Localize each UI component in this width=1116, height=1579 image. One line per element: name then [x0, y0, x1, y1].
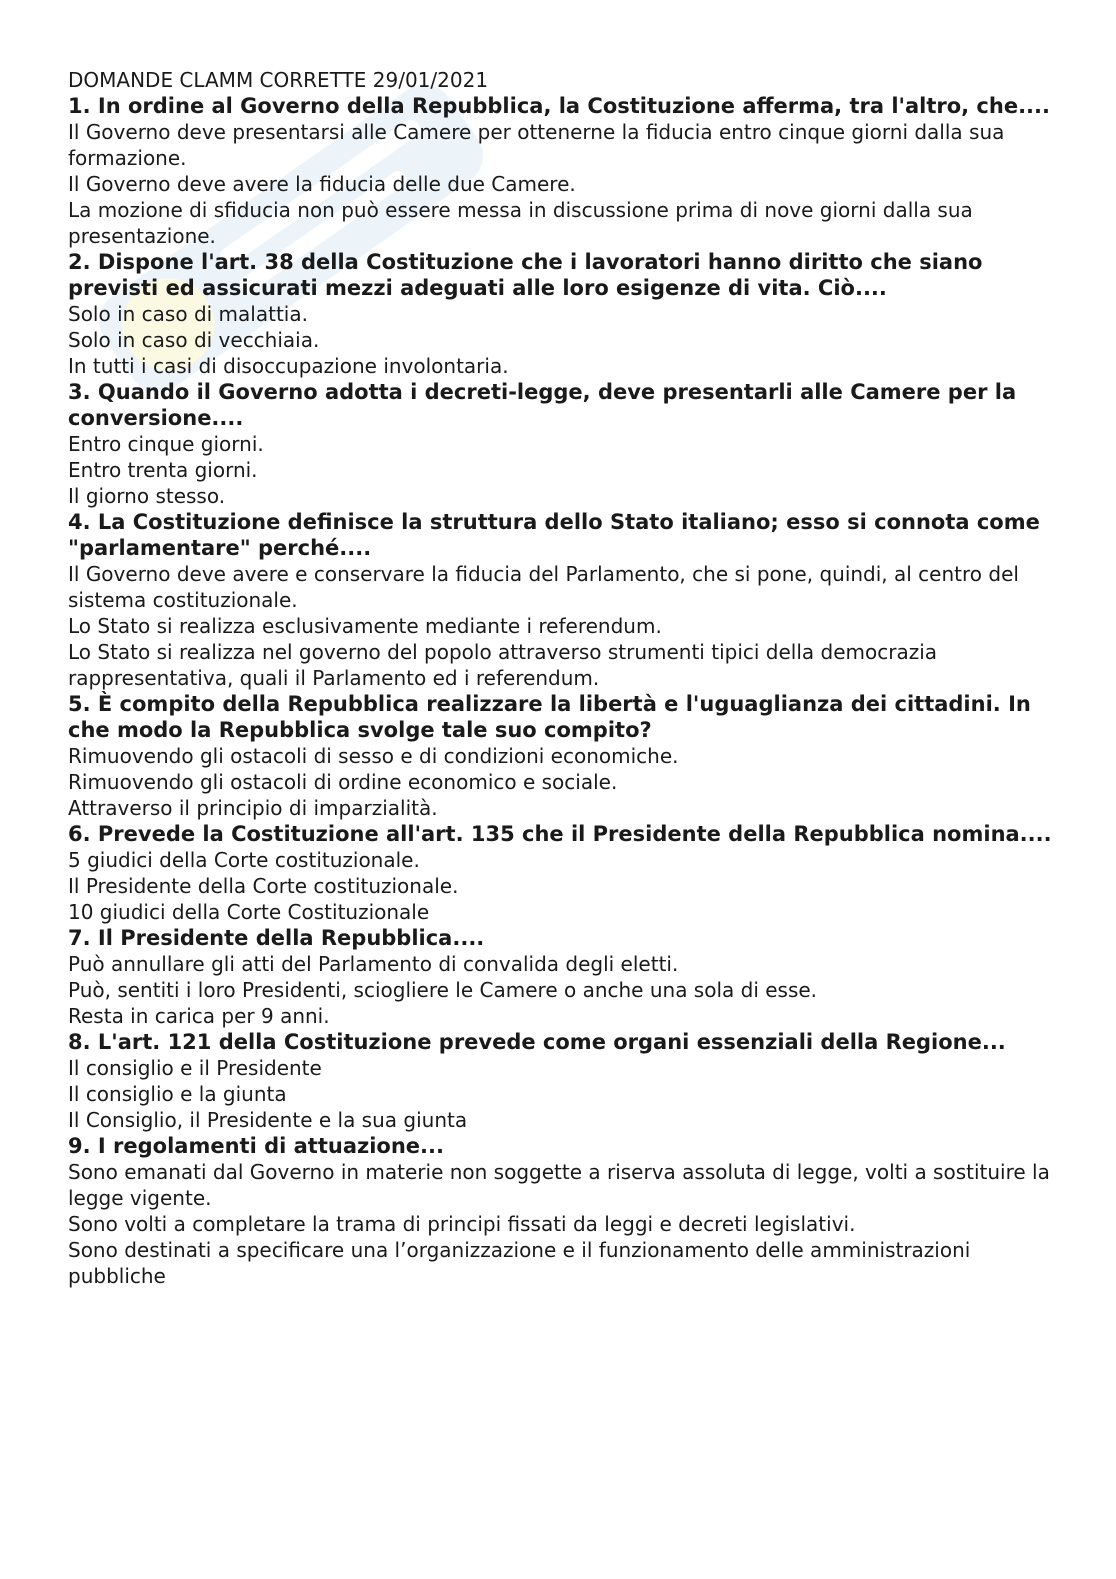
answer-option: Il Governo deve avere e conservare la fiducia del Parlamento, che si pone, quindi, al centro del sistema costituzionale.: [68, 562, 1019, 612]
question-text: 3. Quando il Governo adotta i decreti-legge, deve presentarli alle Camere per la conversione....: [68, 380, 1017, 430]
answer-option: 10 giudici della Corte Costituzionale: [68, 900, 430, 924]
answer-option: Rimuovendo gli ostacoli di ordine economico e sociale.: [68, 770, 618, 794]
question-block: [68, 1029, 1058, 1133]
question-text: 5. È compito della Repubblica realizzare la libertà e l'uguaglianza dei cittadini. In che modo la Repubblica svolge tale suo compito?: [68, 692, 1031, 742]
answer-option: Il Governo deve presentarsi alle Camere per ottenerne la fiducia entro cinque giorni dalla sua formazione.: [68, 120, 1005, 170]
answer-option: Entro trenta giorni.: [68, 458, 258, 482]
answer-option: Sono volti a completare la trama di principi fissati da leggi e decreti legislativi.: [68, 1212, 856, 1236]
answer-option: Lo Stato si realizza nel governo del popolo attraverso strumenti tipici della democrazia rappresentativa, quali il Parlamento ed i referendum.: [68, 640, 938, 690]
question-text: 2. Dispone l'art. 38 della Costituzione che i lavoratori hanno diritto che siano previsti ed assicurati mezzi adeguati alle loro esigenze di vita. Ciò....: [68, 250, 983, 300]
document-title: DOMANDE CLAMM CORRETTE 29/01/2021: [68, 68, 489, 92]
answer-option: Solo in caso di vecchiaia.: [68, 328, 320, 352]
question-block: [68, 1133, 1058, 1289]
answer-option: Il Consiglio, il Presidente e la sua giunta: [68, 1108, 468, 1132]
answer-option: 5 giudici della Corte costituzionale.: [68, 848, 420, 872]
question-block: [68, 821, 1058, 925]
answer-option: Resta in carica per 9 anni.: [68, 1004, 330, 1028]
answer-option: Il consiglio e la giunta: [68, 1082, 287, 1106]
document-page: [68, 67, 1058, 1289]
question-block: [68, 379, 1058, 509]
answer-option: Lo Stato si realizza esclusivamente mediante i referendum.: [68, 614, 662, 638]
answer-option: Il Governo deve avere la fiducia delle due Camere.: [68, 172, 576, 196]
answer-option: Il giorno stesso.: [68, 484, 226, 508]
answer-option: presentazione.: [68, 224, 216, 248]
question-block: [68, 691, 1058, 821]
answer-option: In tutti i casi di disoccupazione involontaria.: [68, 354, 509, 378]
question-block: [68, 93, 1058, 249]
answer-option: Entro cinque giorni.: [68, 432, 264, 456]
question-text: 6. Prevede la Costituzione all'art. 135 che il Presidente della Repubblica nomina....: [68, 822, 1052, 846]
question-text: 8. L'art. 121 della Costituzione prevede come organi essenziali della Regione...: [68, 1030, 1006, 1054]
question-text: 4. La Costituzione definisce la struttura dello Stato italiano; esso si connota come "parlamentare" perché....: [68, 510, 1040, 560]
question-list: [68, 93, 1058, 1289]
question-block: [68, 925, 1058, 1029]
question-text: 9. I regolamenti di attuazione...: [68, 1134, 444, 1158]
answer-option: pubbliche: [68, 1264, 166, 1288]
answer-option: Solo in caso di malattia.: [68, 302, 308, 326]
answer-option: Sono destinati a specificare una l’organizzazione e il funzionamento delle amministrazioni: [68, 1238, 971, 1262]
question-block: [68, 509, 1058, 691]
question-text: 7. Il Presidente della Repubblica....: [68, 926, 485, 950]
answer-option: Può annullare gli atti del Parlamento di convalida degli eletti.: [68, 952, 679, 976]
answer-option: Il Presidente della Corte costituzionale.: [68, 874, 459, 898]
answer-option: Sono emanati dal Governo in materie non soggette a riserva assoluta di legge, volti a sostituire la legge vigente.: [68, 1160, 1050, 1210]
answer-option: Il consiglio e il Presidente: [68, 1056, 322, 1080]
question-text: 1. In ordine al Governo della Repubblica, la Costituzione afferma, tra l'altro, che....: [68, 94, 1050, 118]
answer-option: La mozione di sfiducia non può essere messa in discussione prima di nove giorni dalla sua: [68, 198, 973, 222]
answer-option: Rimuovendo gli ostacoli di sesso e di condizioni economiche.: [68, 744, 679, 768]
answer-option: Può, sentiti i loro Presidenti, sciogliere le Camere o anche una sola di esse.: [68, 978, 818, 1002]
answer-option: Attraverso il principio di imparzialità.: [68, 796, 438, 820]
question-block: [68, 249, 1058, 379]
